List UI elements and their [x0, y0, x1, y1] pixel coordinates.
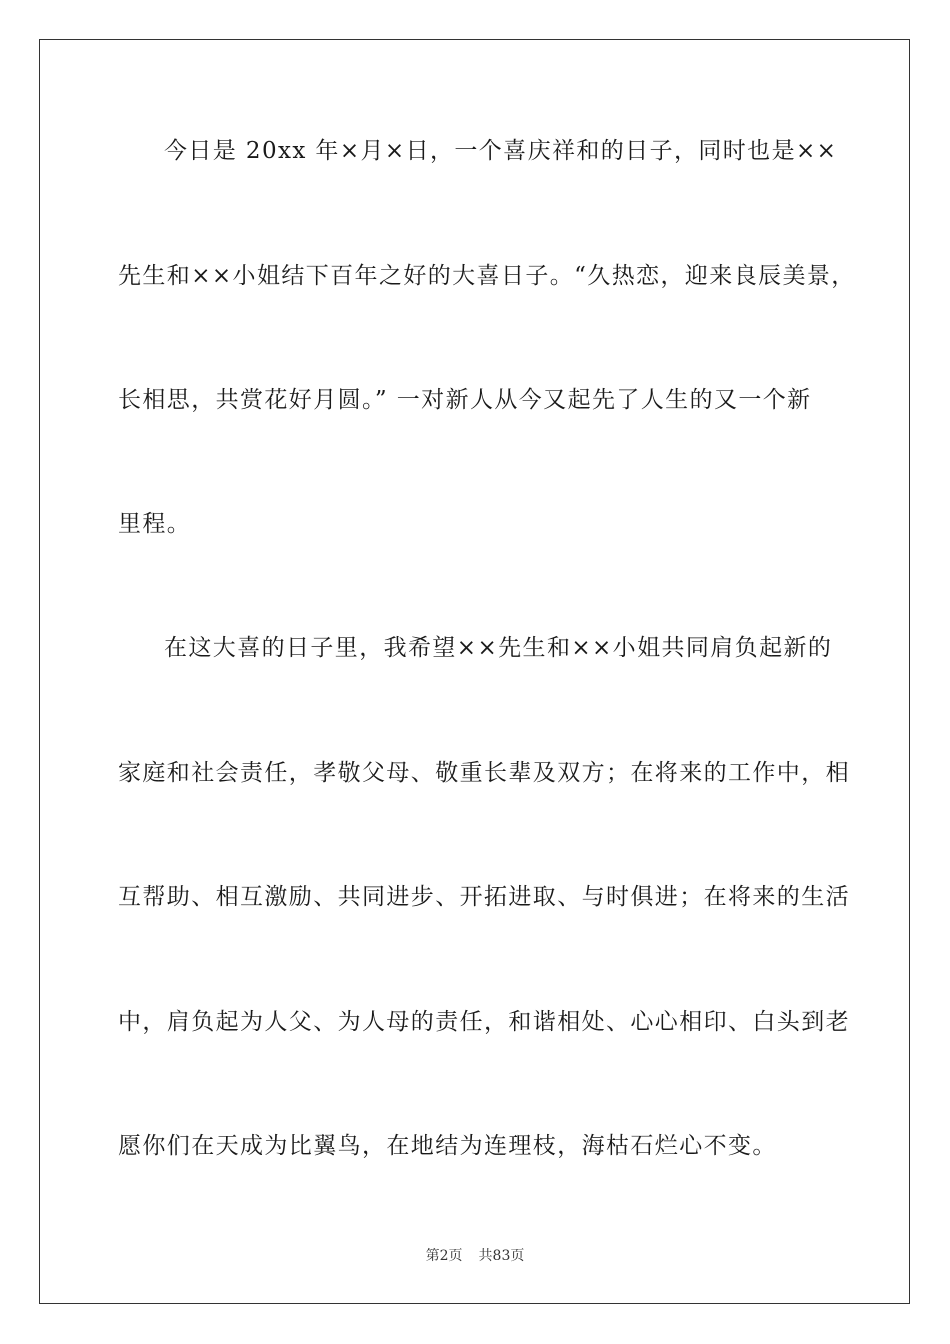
paragraph-2-line-2: 家庭和社会责任，孝敬父母、敬重长辈及双方；在将来的工作中，相	[118, 760, 850, 786]
page-footer	[0, 1245, 950, 1265]
paragraph-2-line-3: 互帮助、相互激励、共同进步、开拓进取、与时俱进；在将来的生活	[118, 884, 850, 910]
page-total: 共83页	[478, 1248, 525, 1264]
paragraph-1-line-1: 今日是 20xx 年×月×日，一个喜庆祥和的日子，同时也是××	[164, 138, 838, 164]
paragraph-2-line-4: 中，肩负起为人父、为人母的责任，和谐相处、心心相印、白头到老	[118, 1009, 850, 1035]
paragraph-2-line-1: 在这大喜的日子里，我希望××先生和××小姐共同肩负起新的	[164, 635, 833, 661]
paragraph-1-line-3: 长相思，共赏花好月圆。” 一对新人从今又起先了人生的又一个新	[118, 387, 812, 413]
page-number: 第2页	[425, 1248, 463, 1264]
paragraph-2-line-5: 愿你们在天成为比翼鸟，在地结为连理枝，海枯石烂心不变。	[118, 1133, 777, 1159]
page-border	[39, 39, 910, 1304]
paragraph-1-line-2: 先生和××小姐结下百年之好的大喜日子。“久热恋，迎来良辰美景，	[118, 263, 856, 289]
paragraph-1-line-4: 里程。	[118, 511, 192, 537]
